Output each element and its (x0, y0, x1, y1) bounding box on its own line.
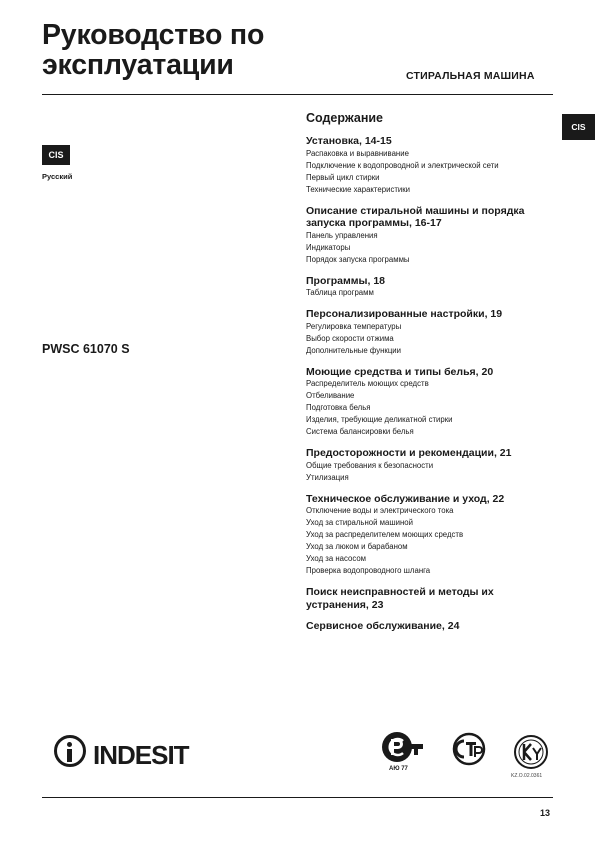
toc-item: Утилизация (306, 472, 349, 482)
table-of-contents (306, 111, 556, 642)
toc-item: Подготовка белья (306, 403, 371, 412)
toc-item: Система балансировки белья (306, 427, 414, 436)
kz-mark-icon (513, 734, 549, 770)
toc-item: Распределитель моющих средств (306, 379, 429, 388)
logo-i-bar (67, 749, 72, 762)
edge-region-tab: CIS (562, 114, 595, 140)
brand-name: INDESIT (93, 740, 189, 770)
page-number: 13 (540, 808, 551, 818)
toc-section (306, 135, 556, 196)
toc-item: Дополнительные функции (306, 345, 402, 355)
toc-section (306, 366, 556, 439)
toc-item: Отбеливание (306, 391, 355, 400)
toc-section-title: Персонализированные настройки, 19 (306, 308, 503, 320)
toc-section-title: Техническое обслуживание и уход, 22 (306, 492, 505, 505)
toc-section-title: Установка, 14-15 (306, 135, 392, 147)
toc-heading: Содержание (306, 111, 384, 125)
title-line-1: Руководство по (42, 19, 265, 51)
toc-item: Индикаторы (306, 242, 351, 252)
ctp-mark-icon (448, 732, 490, 766)
model-number: PWSC 61070 S (42, 342, 130, 356)
toc-section (306, 275, 556, 300)
toc-section (306, 493, 556, 578)
toc-section-title: Моющие средства и типы белья, 20 (306, 365, 494, 378)
gost-r-mark-icon (381, 730, 425, 764)
toc-section-title: Сервисное обслуживание, 24 (306, 620, 460, 632)
logo-i-dot (67, 742, 72, 747)
toc-section (306, 620, 556, 633)
toc-item: Отключение воды и электрического тока (306, 506, 454, 515)
title-line-2: эксплуатации (42, 49, 234, 81)
toc-section-title: Программы, 18 (306, 274, 386, 287)
toc-item: Общие требования к безопасности (306, 460, 434, 470)
toc-item: Проверка водопроводного шланга (306, 566, 431, 575)
toc-section-title: Предосторожности и рекомендации, 21 (306, 447, 512, 459)
toc-item: Изделия, требующие деликатной стирки (306, 415, 453, 424)
toc-item: Уход за насосом (306, 554, 367, 563)
cert-gost-label: AЮ 77 (389, 766, 408, 772)
product-type: СТИРАЛЬНАЯ МАШИНА (406, 70, 535, 82)
toc-item: Уход за распределителем моющих средств (306, 530, 464, 539)
toc-item: Первый цикл стирки (306, 172, 380, 182)
toc-section (306, 308, 556, 357)
toc-item: Подключение к водопроводной и электрической сети (306, 160, 499, 170)
toc-item: Уход за стиральной машиной (306, 518, 413, 527)
language-label: Русский (42, 172, 73, 181)
toc-item: Технические характеристики (306, 184, 411, 194)
toc-item: Порядок запуска программы (306, 254, 410, 264)
top-divider (42, 94, 553, 95)
region-badge: CIS (42, 145, 70, 165)
toc-section-title: Описание стиральной машины и порядка запуска программы, 16-17 (306, 204, 525, 229)
toc-item: Выбор скорости отжима (306, 333, 394, 343)
toc-section (306, 447, 556, 484)
bottom-divider (42, 797, 553, 798)
toc-section-title: Поиск неисправностей и методы их устранения, 23 (306, 586, 494, 611)
document-title (42, 20, 264, 80)
toc-item: Панель управления (306, 230, 378, 240)
cert-kz-label: KZ.O.02.0361 (511, 773, 543, 779)
toc-section (306, 205, 556, 266)
toc-item: Уход за люком и барабаном (306, 542, 408, 551)
toc-item: Регулировка температуры (306, 321, 402, 331)
toc-section (306, 586, 556, 611)
toc-sections (306, 135, 556, 633)
toc-item: Распаковка и выравнивание (306, 148, 409, 158)
toc-item: Таблица программ (306, 288, 374, 297)
